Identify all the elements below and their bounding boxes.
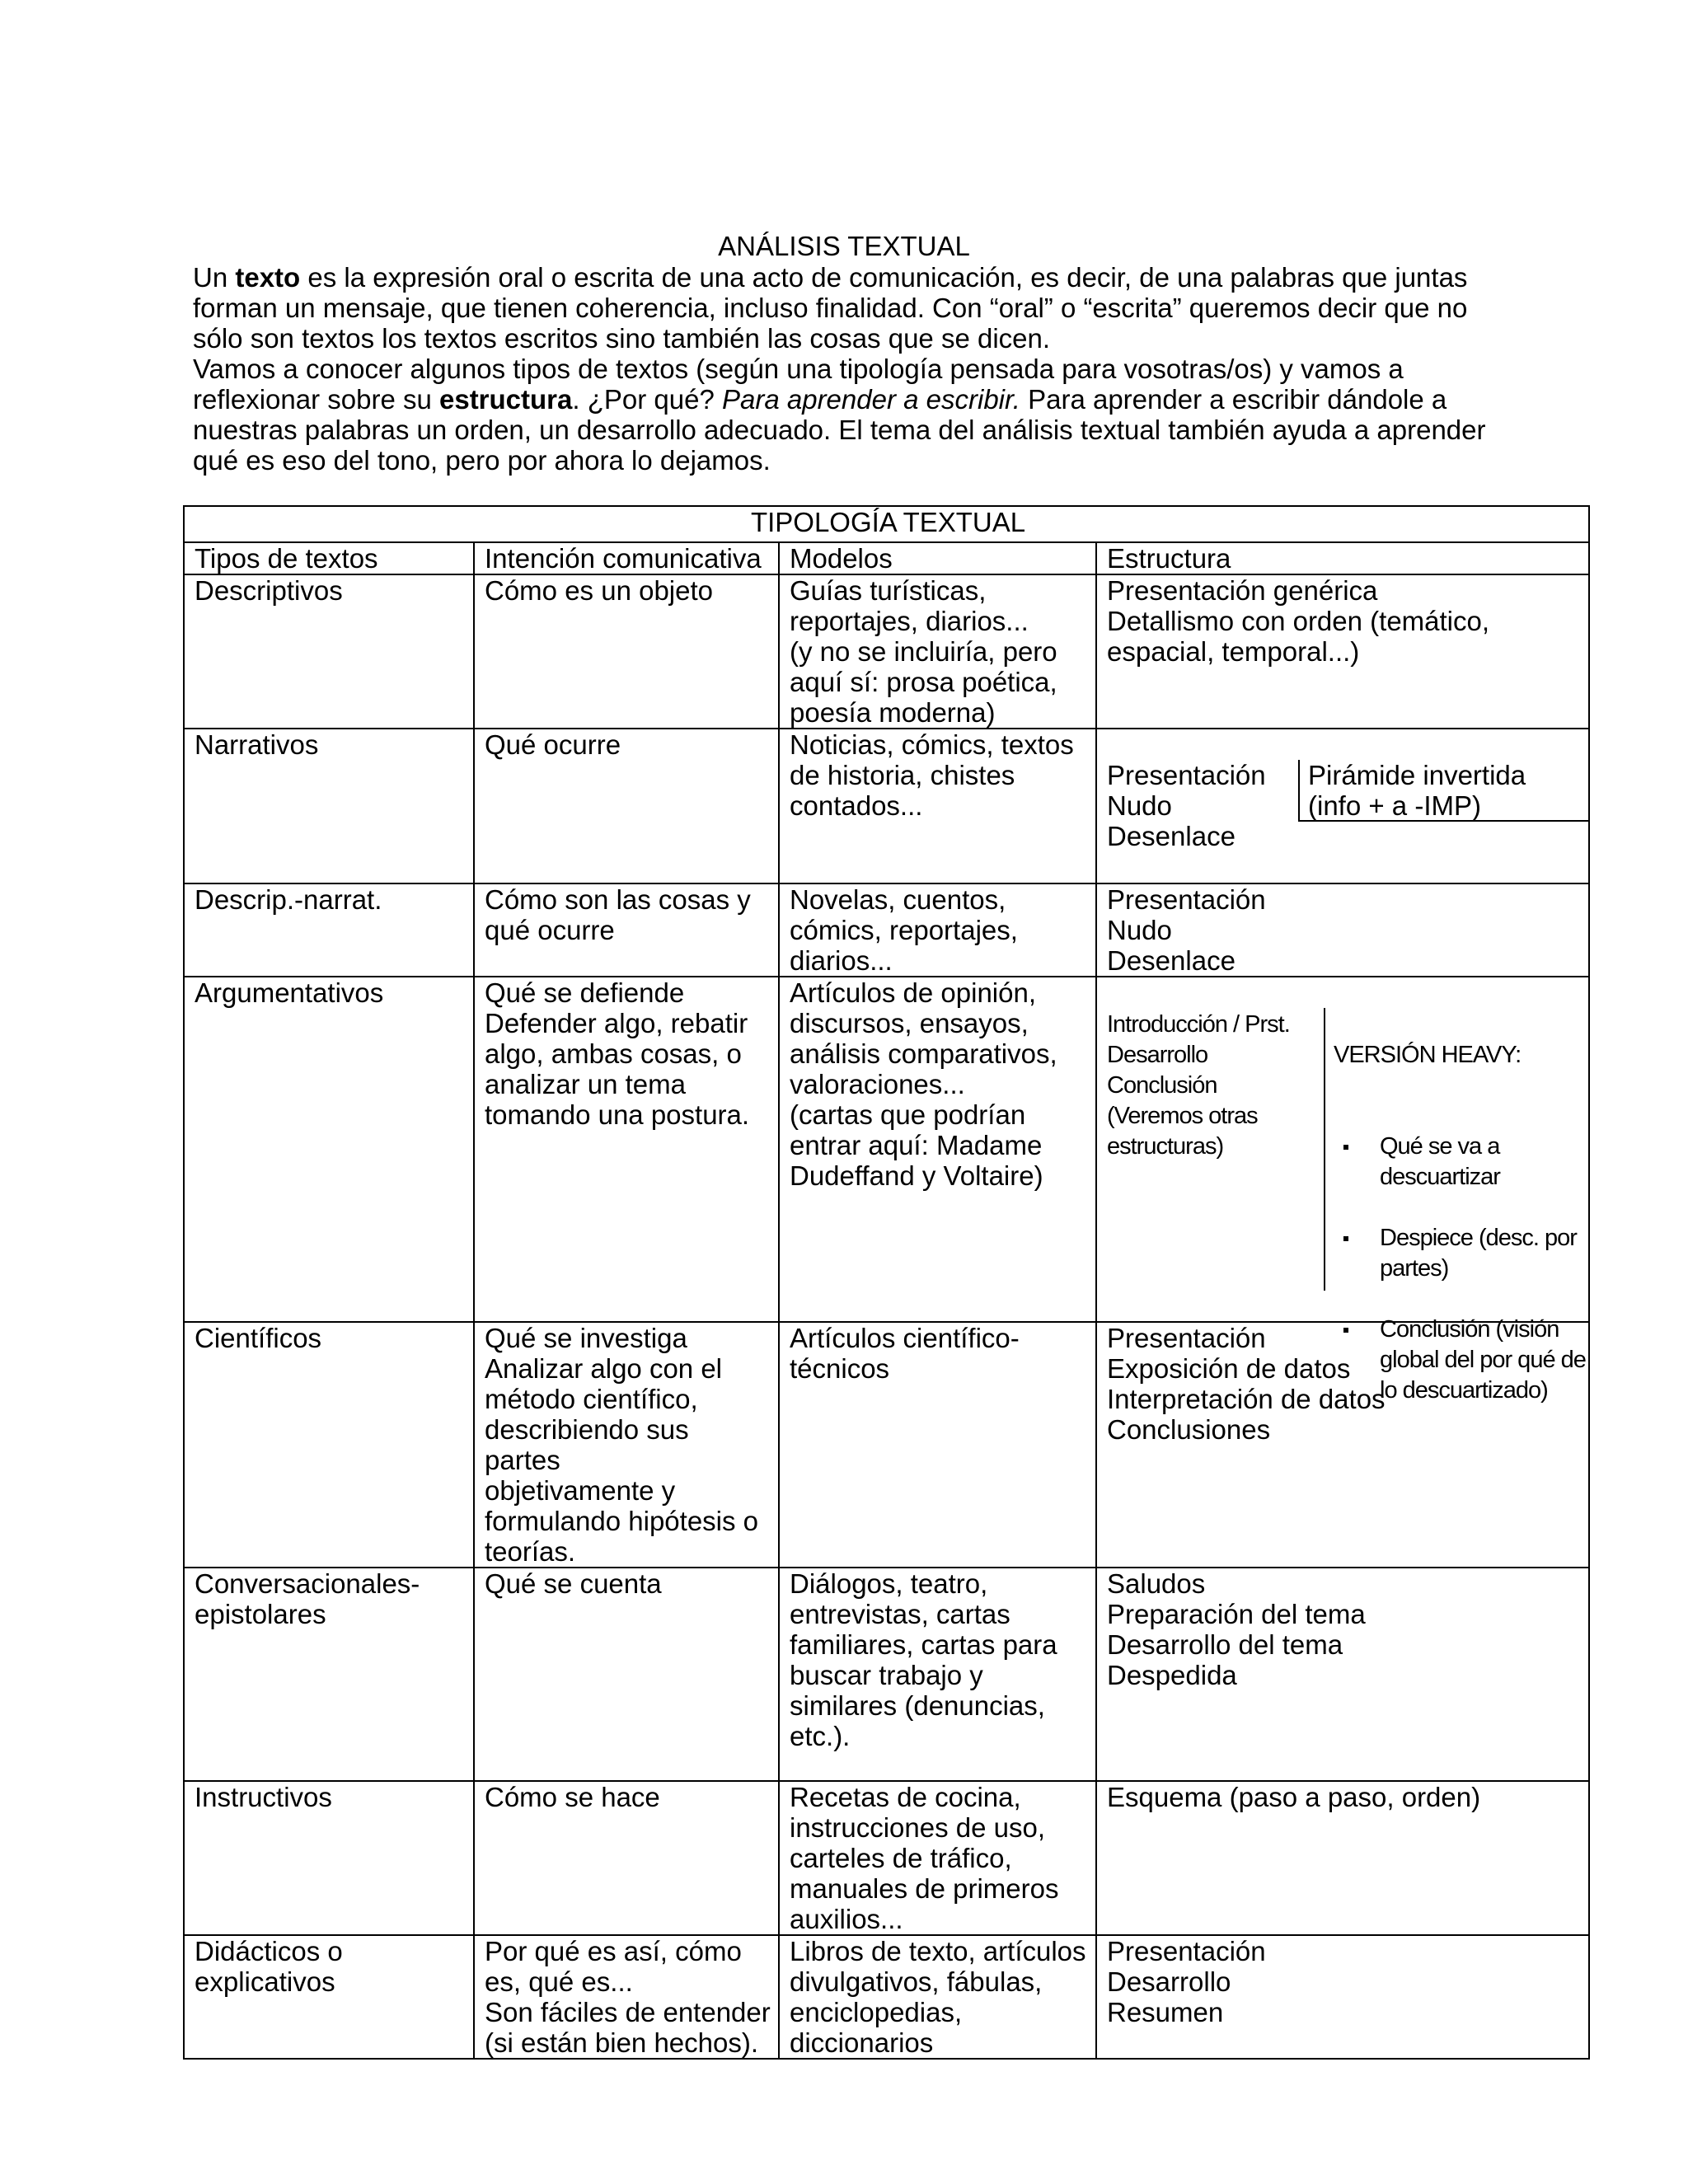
document-title: ANÁLISIS TEXTUAL [718, 231, 970, 261]
table-row [184, 883, 1589, 977]
table-header-row [184, 542, 1589, 574]
cell-estructura: Presentación Desarrollo Resumen [1096, 1935, 1589, 2059]
estructura-heavy [1324, 1008, 1588, 1404]
intro-italic-text: Para aprender a escribir. [721, 384, 1020, 415]
cell-modelos: Libros de texto, artículos divulgativos, fábulas, enciclopedias, diccionarios [779, 1935, 1096, 2059]
cell-estructura: Esquema (paso a paso, orden) [1096, 1781, 1589, 1935]
cell-intencion: Cómo es un objeto [474, 574, 779, 729]
table-row [184, 1781, 1589, 1935]
cell-modelos: Recetas de cocina, instrucciones de uso, carteles de tráfico, manuales de primeros auxilios... [779, 1781, 1096, 1935]
table-row [184, 574, 1589, 729]
intro-text-run: Un [193, 262, 236, 293]
table-caption-row [184, 506, 1589, 542]
header-estructura: Estructura [1096, 542, 1589, 574]
cell-tipo: Descrip.-narrat. [184, 883, 474, 977]
table-row [184, 1568, 1589, 1781]
cell-estructura [1096, 729, 1589, 883]
cell-modelos: Guías turísticas, reportajes, diarios... (y no se incluiría, pero aquí sí: prosa poética, poesía moderna) [779, 574, 1096, 729]
intro-text-run: Para aprender a escribir dándole a nuestras palabras un orden, un desarrollo adecuado. El tema del análisis textual también ayuda a aprender qué es eso del tono, pero por ahora lo dejamos. [193, 384, 1486, 476]
header-tipos: Tipos de textos [184, 542, 474, 574]
cell-intencion: Cómo son las cosas y qué ocurre [474, 883, 779, 977]
intro-paragraph-2 [193, 354, 1512, 476]
cell-tipo: Descriptivos [184, 574, 474, 729]
table-row [184, 1935, 1589, 2059]
intro-text-run: . ¿Por qué? [572, 384, 722, 415]
intro-paragraph-1 [193, 262, 1512, 354]
cell-intencion: Qué se investiga Analizar algo con el método científico, describiendo sus partes objetivamente y formulando hipótesis o teorías. [474, 1322, 779, 1568]
intro-bold-estructura: estructura [438, 384, 573, 415]
estructura-col-a: Introducción / Prst. Desarrollo Conclusión (Veremos otras estructuras) [1107, 1011, 1290, 1160]
cell-tipo: Científicos [184, 1322, 474, 1568]
cell-estructura: Presentación Exposición de datos Interpretación de datos Conclusiones [1096, 1322, 1589, 1568]
cell-intencion: Qué se defiende Defender algo, rebatir algo, ambas cosas, o analizar un tema tomando una postura. [474, 977, 779, 1322]
cell-tipo: Narrativos [184, 729, 474, 883]
table-row [184, 977, 1589, 1322]
cell-modelos: Noticias, cómics, textos de historia, chistes contados... [779, 729, 1096, 883]
cell-tipo: Conversacionales- epistolares [184, 1568, 474, 1781]
cell-estructura: Presentación genérica Detallismo con orden (temático, espacial, temporal...) [1096, 574, 1589, 729]
heavy-list-item: Qué se va a descuartizar [1380, 1132, 1588, 1193]
cell-tipo: Didácticos o explicativos [184, 1935, 474, 2059]
cell-intencion: Cómo se hace [474, 1781, 779, 1935]
cell-modelos: Artículos científico- técnicos [779, 1322, 1096, 1568]
heavy-title: VERSIÓN HEAVY: [1334, 1042, 1522, 1068]
intro-text-run: Vamos a conocer algunos tipos de textos (según una tipología pensada para vosotras/os) y vamos a reflexionar sobre su [193, 354, 1404, 415]
estructura-split [1097, 760, 1588, 852]
intro-bold-texto: texto [235, 262, 301, 293]
cell-intencion: Qué se cuenta [474, 1568, 779, 1781]
estructura-col-b: Pirámide invertida (info + a -IMP) [1298, 760, 1588, 822]
header-modelos: Modelos [779, 542, 1096, 574]
cell-estructura: Presentación Nudo Desenlace [1096, 883, 1589, 977]
typology-table [183, 505, 1590, 2060]
cell-tipo: Argumentativos [184, 977, 474, 1322]
cell-modelos: Novelas, cuentos, cómics, reportajes, diarios... [779, 883, 1096, 977]
cell-tipo: Instructivos [184, 1781, 474, 1935]
table-caption: TIPOLOGÍA TEXTUAL [184, 506, 1589, 542]
cell-estructura: Saludos Preparación del tema Desarrollo del tema Despedida [1096, 1568, 1589, 1781]
estructura-col-a: Presentación Nudo Desenlace [1107, 760, 1266, 851]
cell-intencion: Por qué es así, cómo es, qué es... Son fáciles de entender (si están bien hechos). [474, 1935, 779, 2059]
cell-modelos: Diálogos, teatro, entrevistas, cartas familiares, cartas para buscar trabajo y similares (denuncias, etc.). [779, 1568, 1096, 1781]
heavy-list-item: Despiece (desc. por partes) [1380, 1223, 1588, 1284]
header-intencion: Intención comunicativa [474, 542, 779, 574]
heavy-list-item: Conclusión (visión global del por qué de lo descuartizado) [1380, 1315, 1588, 1406]
cell-modelos: Artículos de opinión, discursos, ensayos, análisis comparativos, valoraciones... (cartas que podrían entrar aquí: Madame Dudeffand y Voltaire) [779, 977, 1096, 1322]
cell-intencion: Qué ocurre [474, 729, 779, 883]
table-row [184, 729, 1589, 883]
intro-text-run: es la expresión oral o escrita de una acto de comunicación, es decir, de una palabras que juntas forman un mensaje, que tienen coherencia, incluso finalidad. Con “oral” o “escrita” queremos decir que no sólo son textos los textos escritos sino también las cosas que se dicen. [193, 262, 1468, 354]
intro-text [193, 262, 1512, 476]
